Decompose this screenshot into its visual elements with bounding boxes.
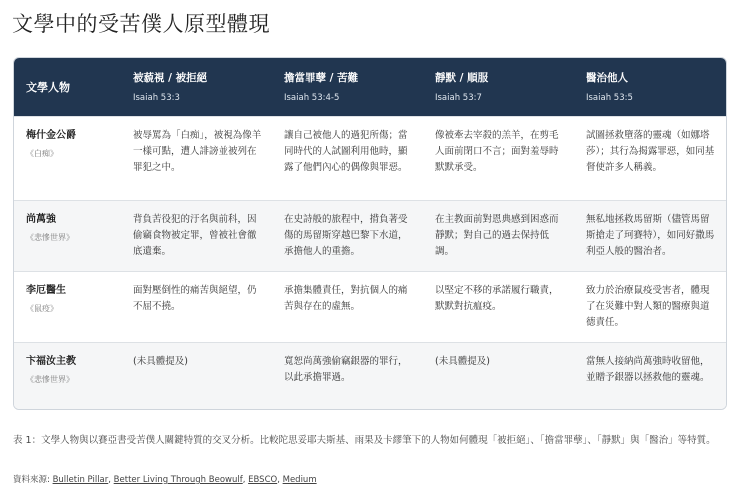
header-despised [121, 58, 272, 116]
header-bearing-sin [272, 58, 423, 116]
character-cell [14, 342, 121, 409]
source-link[interactable]: Bulletin Pillar [52, 475, 109, 485]
header-ref: Isaiah 53:4-5 [284, 93, 340, 103]
header-ref: Isaiah 53:7 [435, 93, 482, 103]
source-link[interactable]: Medium [282, 475, 317, 485]
source-link[interactable]: EBSCO [248, 475, 278, 485]
character-work: 《白痴》 [26, 148, 58, 158]
sources-line: 資料來源: Bulletin Pillar, Better Living Through Beowulf, EBSCO, Medium [13, 475, 317, 485]
table-cell: 背負苦役犯的汙名與前科，因偷竊食物被定罪，曾被社會徹底遺棄。 [133, 213, 257, 257]
header-label: 醫治他人 [586, 72, 628, 84]
character-name: 尚萬強 [26, 213, 56, 225]
sources-label: 資料來源: [13, 475, 50, 485]
table-cell: 無私地拯救馬留斯（儘管馬留斯搶走了珂賽特），如同好撒馬利亞人般的醫治者。 [586, 213, 715, 257]
table-cell: (未具體提及) [133, 355, 188, 367]
table-cell: 以堅定不移的承諾履行職責，默默對抗瘟疫。 [435, 284, 559, 312]
header-ref: Isaiah 53:3 [133, 93, 180, 103]
table-cell: 像被牽去宰殺的羔羊，在剪毛人面前閉口不言；面對羞辱時默默承受。 [435, 129, 559, 173]
header-label: 靜默 / 順服 [435, 72, 489, 84]
table-cell: 承擔集體責任，對抗個人的痛苦與存在的虛無。 [284, 284, 408, 312]
character-work: 《悲慘世界》 [26, 232, 74, 242]
table-header-row [14, 58, 727, 116]
page-title: 文學中的受苦僕人原型體現 [12, 12, 270, 36]
table-cell: 當無人接納尚萬強時收留他，並贈予銀器以拯救他的靈魂。 [586, 355, 710, 383]
table-cell: 在主教面前對恩典感到困惑而靜默；對自己的過去保持低調。 [435, 213, 559, 257]
source-link[interactable]: Better Living Through Beowulf [113, 475, 243, 485]
header-character: 文學人物 [26, 80, 70, 94]
character-cell [14, 271, 121, 342]
table-caption: 表 1：文學人物與以賽亞書受苦僕人關鍵特質的交叉分析。比較陀思妥耶夫斯基、雨果及卡繆筆下的人物如何體現「被拒絕」、「擔當罪孽」、「靜默」與「醫治」等特質。 [13, 435, 716, 446]
header-ref: Isaiah 53:5 [586, 93, 633, 103]
table-cell: 在史詩般的旅程中，揹負著受傷的馬留斯穿越巴黎下水道，承擔他人的重擔。 [284, 213, 408, 257]
character-cell [14, 116, 121, 200]
header-label: 被藐視 / 被拒絕 [133, 72, 208, 84]
header-healing [574, 58, 727, 116]
table-cell: 試圖拯救墮落的靈魂（如娜塔莎）；其行為揭露罪惡，如同基督使許多人稱義。 [586, 129, 715, 173]
header-silence [423, 58, 574, 116]
header-label: 擔當罪孽 / 苦難 [284, 72, 359, 84]
character-work: 《鼠疫》 [26, 303, 58, 313]
table-row [14, 116, 727, 200]
table-cell: 被辱罵為「白痴」，被視為像羊一樣可點，遭人誹謗並被列在罪犯之中。 [133, 129, 262, 173]
table-cell: 面對壓倒性的痛苦與絕望，仍不屈不撓。 [133, 284, 257, 312]
character-name: 李厄醫生 [26, 284, 66, 296]
table-cell: (未具體提及) [435, 355, 490, 367]
character-cell [14, 200, 121, 271]
table-row [14, 271, 727, 342]
comparison-table [13, 57, 727, 410]
table-cell: 讓自己被他人的過犯所傷；當同時代的人試圖利用他時，顯露了他們內心的偶像與罪惡。 [284, 129, 408, 173]
table-cell: 寬恕尚萬強偷竊銀器的罪行，以此承擔罪過。 [284, 355, 408, 383]
character-name: 卞福汝主教 [26, 355, 76, 367]
table-cell: 致力於治療鼠疫受害者，體現了在災難中對人類的醫療與道德責任。 [586, 284, 710, 328]
table-row [14, 200, 727, 271]
table-row [14, 342, 727, 409]
character-name: 梅什金公爵 [26, 129, 76, 141]
character-work: 《悲慘世界》 [26, 374, 74, 384]
